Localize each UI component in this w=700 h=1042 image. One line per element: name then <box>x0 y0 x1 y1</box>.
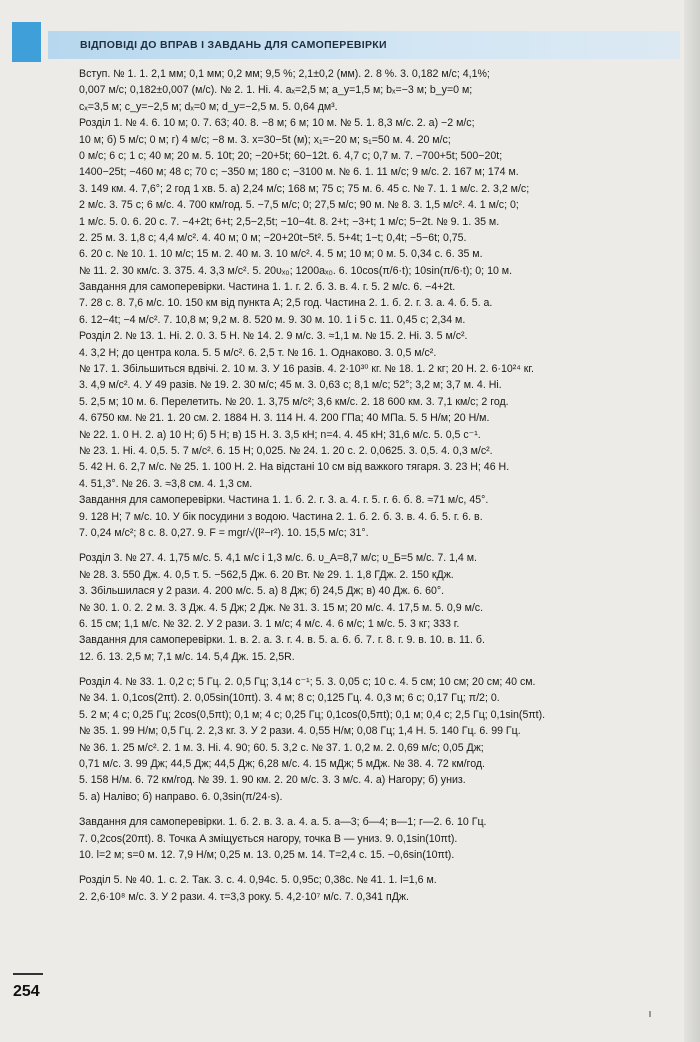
text-line: № 35. 1. 99 Н/м; 0,5 Гц. 2. 2,3 кг. 3. У 2 рази. 4. 0,55 Н/м; 0,08 Гц; 1,4 Н. 5. 140 Гц. 6. 99 Гц. <box>79 725 521 738</box>
text-line: 10 м; б) 5 м/с; 0 м; г) 4 м/с; −8 м. 3. x=30−5t (м); x₁=−20 м; s₁=50 м. 4. 20 м/с; <box>79 133 451 146</box>
text-line: 4. 51,3°. № 26. 3. ≈3,8 см. 4. 1,3 см. <box>79 477 253 490</box>
text-line: 5. 158 Н/м. 6. 72 км/год. № 39. 1. 90 км. 2. 20 м/с. 3. 3 м/с. 4. а) Нагору; б) униз. <box>79 774 466 787</box>
section-color-tab <box>12 22 41 62</box>
text-line: 3. 149 км. 4. 7,6°; 2 год 1 хв. 5. а) 2,24 м/с; 168 м; 75 с; 75 м. 6. 45 с. № 7. 1. 1 м/с. 2. 3,2 м/с; <box>79 182 530 195</box>
text-line: 0,007 м/с; 0,182±0,007 (м/с). № 2. 1. Ні. 4. aₓ=2,5 м; a_y=1,5 м; bₓ=−3 м; b_y=0 м; <box>79 84 473 97</box>
text-line: Завдання для самоперевірки. Частина 1. 1. б. 2. г. 3. а. 4. г. 5. г. 6. б. 8. ≈71 м/с, 45°. <box>79 494 489 507</box>
text-line: 7. 0,2cos(20πt). 8. Точка A зміщується нагору, точка B — униз. 9. 0,1sin(10πt). <box>79 832 458 845</box>
text-line: 4. 6750 км. № 21. 1. 20 см. 2. 1884 Н. 3. 114 Н. 4. 200 ГПа; 40 МПа. 5. 5 Н/м; 20 Н/м. <box>79 412 490 425</box>
text-line: 5. 2,5 м; 10 м. 6. Перелетить. № 20. 1. 3,75 м/с²; 3,6 км/с. 2. 18 600 км. 3. 7,1 км/с; 2 год. <box>79 395 509 408</box>
text-line: 9. 128 Н; 7 м/с. 10. У бік посудини з водою. Частина 2. 1. б. 2. б. 3. в. 4. б. 5. г. 6. в. <box>79 510 483 523</box>
text-line: № 22. 1. 0 Н. 2. а) 10 Н; б) 5 Н; в) 15 Н. 3. 3,5 кН; n=4. 4. 45 кН; 31,6 м/с. 5. 0,5 с⁻¹. <box>79 428 481 441</box>
text-line: № 28. 3. 550 Дж. 4. 0,5 т. 5. −562,5 Дж. 6. 20 Вт. № 29. 1. 1,8 ГДж. 2. 150 кДж. <box>79 568 454 581</box>
text-line: 5. 2 м; 4 с; 0,25 Гц; 2cos(0,5πt); 0,1 м; 4 с; 0,25 Гц; 0,1cos(0,5πt); 0,1 м; 0,4 с; 2,5 Гц; 0,1sin(5πt). <box>79 708 546 721</box>
page-edge-shadow <box>684 0 700 1042</box>
text-line: Розділ 4. № 33. 1. 0,2 с; 5 Гц. 2. 0,5 Гц; 3,14 с⁻¹; 5. 3. 0,05 с; 10 с. 4. 5 см; 10 см; 20 см; 40 см. <box>79 676 536 689</box>
text-line: Розділ 5. № 40. 1. c. 2. Так. 3. c. 4. 0,94c. 5. 0,95c; 0,38c. № 41. 1. l=1,6 м. <box>79 874 437 887</box>
text-line: № 30. 1. 0. 2. 2 м. 3. 3 Дж. 4. 5 Дж; 2 Дж. № 31. 3. 15 м; 20 м/с. 4. 17,5 м. 5. 0,9 м/с. <box>79 601 484 614</box>
text-line: 7. 28 с. 8. 7,6 м/с. 10. 150 км від пункта A; 2,5 год. Частина 2. 1. б. 2. г. 3. а. 4. б. 5. а. <box>79 297 493 310</box>
text-line: 2. 25 м. 3. 1,8 с; 4,4 м/с². 4. 40 м; 0 м; −20+20t−5t². 5. 5+4t; 1−t; 0,4t; −5−6t; 0,75. <box>79 231 467 244</box>
text-line: № 23. 1. Ні. 4. 0,5. 5. 7 м/с². 6. 15 Н; 0,025. № 24. 1. 20 с. 2. 0,0625. 3. 0,5. 4. 0,3 м/с². <box>79 444 493 457</box>
text-line: 1 м/с. 5. 0. 6. 20 с. 7. −4+2t; 6+t; 2,5−2,5t; −10−4t. 8. 2+t; −3+t; 1 м/с; 5−2t. № 9. 1. 35 м. <box>79 215 500 228</box>
text-line: Розділ 1. № 4. 6. 10 м; 0. 7. 63; 40. 8. −8 м; 6 м; 10 м. № 5. 1. 8,3 м/с. 2. а) −2 м/с; <box>79 117 475 130</box>
text-line: 1400−25t; −460 м; 48 с; 70 с; −350 м; 180 с; −3100 м. № 6. 1. 11 м/с; 9 м/с. 2. 167 м; 174 м. <box>79 166 519 179</box>
text-line: № 17. 1. Збільшиться вдвічі. 2. 10 м. 3. У 16 разів. 4. 2·10³⁰ кг. № 18. 1. 2 кг; 20 Н. 2. 6·10²⁴ кг. <box>79 363 534 376</box>
text-line: 5. 42 Н. 6. 2,7 м/с. № 25. 1. 100 Н. 2. На відстані 10 см від важкого тягаря. 3. 23 Н; 46 Н. <box>79 461 510 474</box>
text-line: 3. 4,9 м/с². 4. У 49 разів. № 19. 2. 30 м/с; 45 м. 3. 0,63 с; 8,1 м/с; 52°; 3,2 м; 3,7 м. 4. Ні. <box>79 379 502 392</box>
text-line: 12. б. 13. 2,5 м; 7,1 м/с. 14. 5,4 Дж. 15. 2,5R. <box>79 650 295 663</box>
answers-text <box>79 66 672 905</box>
text-line: 3. Збільшилася у 2 рази. 4. 200 м/с. 5. а) 8 Дж; б) 24,5 Дж; в) 40 Дж. 6. 60°. <box>79 585 445 598</box>
text-line: 10. l=2 м; s=0 м. 12. 7,9 Н/м; 0,25 м. 13. 0,25 м. 14. T=2,4 с. 15. −0,6sin(10πt). <box>79 848 455 861</box>
text-line: № 11. 2. 30 км/с. 3. 375. 4. 3,3 м/с². 5. 20υₓ₀; 1200aₓ₀. 6. 10cos(π/6·t); 10sin(π/6·t); 0; 10 м. <box>79 264 513 277</box>
text-line: Завдання для самоперевірки. 1. в. 2. а. 3. г. 4. в. 5. а. 6. б. 7. г. 8. г. 9. в. 10. в. 11. б. <box>79 634 485 647</box>
text-line: 4. 3,2 Н; до центра кола. 5. 5 м/с². 6. 2,5 т. № 16. 1. Однаково. 3. 0,5 м/с². <box>79 346 437 359</box>
text-line: 2. 2,6·10⁸ м/с. 3. У 2 рази. 4. τ=3,3 року. 5. 4,2·10⁷ м/с. 7. 0,341 пДж. <box>79 890 409 903</box>
page-title: ВІДПОВІДІ ДО ВПРАВ І ЗАВДАНЬ ДЛЯ САМОПЕРЕВІРКИ <box>80 39 387 51</box>
text-line: 7. 0,24 м/с²; 8 с. 8. 0,27. 9. F = mgr/√(l²−r²). 10. 15,5 м/с; 31°. <box>79 526 369 539</box>
text-line: 6. 20 с. № 10. 1. 10 м/с; 15 м. 2. 40 м. 3. 10 м/с². 4. 5 м; 10 м; 0 м. 5. 0,34 с. 6. 35 м. <box>79 248 483 261</box>
text-line: 5. а) Наліво; б) направо. 6. 0,3sin(π/24·s). <box>79 790 283 803</box>
text-line: Завдання для самоперевірки. Частина 1. 1. г. 2. б. 3. в. 4. г. 5. 2 м/с. 6. −4+2t. <box>79 281 456 294</box>
text-line: 2 м/с. 3. 75 с; 6 м/с. 4. 700 км/год. 5. −7,5 м/с; 0; 27,5 м/с; 90 м. № 8. 3. 1,5 м/с². 4. 1 м/с; 0; <box>79 199 519 212</box>
text-line: Завдання для самоперевірки. 1. б. 2. в. 3. а. 4. а. 5. а—3; б—4; в—1; г—2. 6. 10 Гц. <box>79 816 487 829</box>
text-line: 0,71 м/с. 3. 99 Дж; 44,5 Дж; 44,5 Дж; 6,28 м/с. 4. 15 мДж; 5 мДж. № 38. 4. 72 км/год. <box>79 758 485 771</box>
text-line: 6. 12−4t; −4 м/с². 7. 10,8 м; 9,2 м. 8. 520 м. 9. 30 м. 10. 1 і 5 с. 11. 0,45 с; 2,34 м. <box>79 313 466 326</box>
page-number: 254 <box>13 983 40 1000</box>
footer-rule <box>13 973 43 975</box>
text-line: 0 м/с; 6 с; 1 с; 40 м; 20 м. 5. 10t; 20; −20+5t; 60−12t. 6. 4,7 с; 0,7 м. 7. −700+5t; 500−20t; <box>79 149 503 162</box>
text-line: Розділ 3. № 27. 4. 1,75 м/с. 5. 4,1 м/с і 1,3 м/с. 6. υ_A=8,7 м/с; υ_Б=5 м/с. 7. 1,4 м. <box>79 552 477 565</box>
text-line: Розділ 2. № 13. 1. Ні. 2. 0. 3. 5 Н. № 14. 2. 9 м/с. 3. ≈1,1 м. № 15. 2. Ні. 3. 5 м/с². <box>79 330 468 343</box>
text-line: cₓ=3,5 м; c_y=−2,5 м; dₓ=0 м; d_y=−2,5 м. 5. 0,64 дм³. <box>79 100 338 113</box>
text-line: № 34. 1. 0,1cos(2πt). 2. 0,05sin(10πt). 3. 4 м; 8 с; 0,125 Гц. 4. 0,3 м; 6 с; 0,17 Гц; π/2; 0. <box>79 692 500 705</box>
margin-mark <box>649 1011 651 1017</box>
text-line: Вступ. № 1. 1. 2,1 мм; 0,1 мм; 0,2 мм; 9,5 %; 2,1±0,2 (мм). 2. 8 %. 3. 0,182 м/с; 4,1%; <box>79 68 490 80</box>
text-line: № 36. 1. 25 м/с². 2. 1 м. 3. Ні. 4. 90; 60. 5. 3,2 с. № 37. 1. 0,2 м. 2. 0,69 м/с; 0,05 Дж; <box>79 741 484 754</box>
text-line: 6. 15 см; 1,1 м/с. № 32. 2. У 2 рази. 3. 1 м/с; 4 м/с. 4. 6 м/с; 1 м/с. 5. 3 кг; 333 г. <box>79 617 460 630</box>
